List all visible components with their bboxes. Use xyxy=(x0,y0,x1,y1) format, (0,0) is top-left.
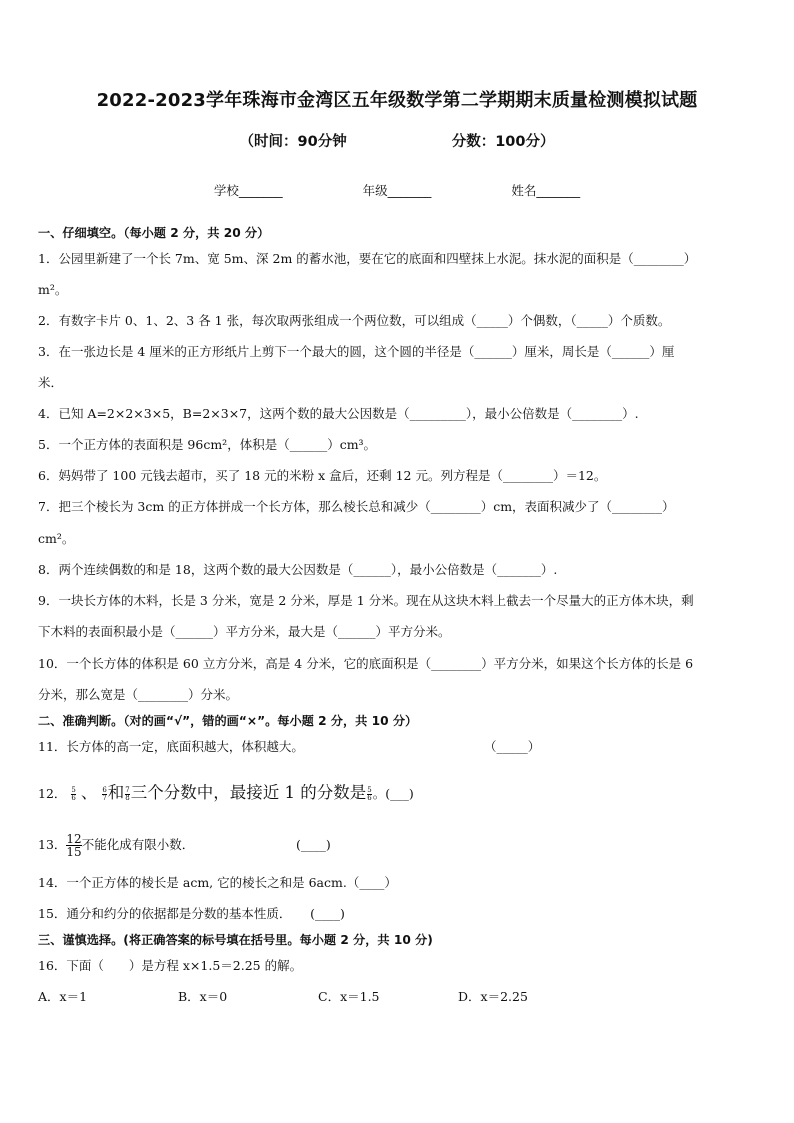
question-7: 7．把三个棱长为 3cm 的正方体拼成一个长方体，那么棱长总和减少（________）cm，表面积减少了（________） xyxy=(38,499,675,514)
page-title: 2022-2023学年珠海市金湾区五年级数学第二学期期末质量检测模拟试题 xyxy=(96,90,698,111)
question-16: 16．下面（ ）是方程 x×1.5＝2.25 的解。 xyxy=(38,958,303,973)
question-10: 10．一个长方体的体积是 60 立方分米，高是 4 分米，它的底面积是（________）平方分米，如果这个长方体的长是 6 xyxy=(38,656,694,671)
question-number: 12． xyxy=(38,786,67,801)
option-b[interactable]: B．x＝0 xyxy=(178,989,228,1004)
question-14: 14．一个正方体的棱长是 acm, 它的棱长之和是 6acm.（____） xyxy=(38,875,397,890)
section-heading: 三、谨慎选择。(将正确答案的标号填在括号里。每小题 2 分，共 10 分) xyxy=(38,933,433,947)
time-label: （时间：90分钟 xyxy=(239,134,347,150)
question-11 xyxy=(38,738,758,756)
question-3: 3．在一张边长是 4 厘米的正方形纸片上剪下一个最大的圆，这个圆的半径是（______）厘米，周长是（______）厘 xyxy=(38,344,675,359)
question-9-cont: 下木料的表面积最小是（______）平方分米，最大是（______）平方分米。 xyxy=(38,624,451,639)
question-13-text: 不能化成有限小数． xyxy=(81,837,195,852)
question-number: 13． xyxy=(38,837,67,852)
fraction: $\frac{5}{6}$ xyxy=(71,786,76,802)
question-3-cont: 米． xyxy=(38,375,64,390)
question-13 xyxy=(38,828,758,862)
question-9: 9．一块长方体的木料，长是 3 分米，宽是 2 分米，厚是 1 分米。现在从这块木料上截去一个尽量大的正方体木块，剩 xyxy=(38,593,694,608)
option-a[interactable]: A．x＝1 xyxy=(38,989,88,1004)
question-5: 5．一个正方体的表面积是 96cm²，体积是（______）cm³。 xyxy=(38,437,377,452)
option-c[interactable]: C．x＝1.5 xyxy=(318,989,380,1004)
score-label: 分数：100分） xyxy=(451,134,555,150)
answer-blank[interactable]: 。(___) xyxy=(372,786,414,801)
option-d[interactable]: D．x＝2.25 xyxy=(458,989,528,1004)
fraction: $\frac{12}{15}$ xyxy=(66,832,82,859)
question-10-cont: 分米，那么宽是（________）分米。 xyxy=(38,687,239,702)
answer-blank[interactable]: (____) xyxy=(296,837,331,852)
question-1-cont: m²。 xyxy=(38,282,68,297)
question-12: 12． $\frac{5}{6}$ 、 $\frac{6}{7}$ 和 $\frac{7}{8}$ 三个分数中，最接近 1 的分数是 $\frac{5}{6}$ 。(___) xyxy=(38,783,414,802)
question-16-options xyxy=(38,988,758,1006)
name-field[interactable]: 姓名_______ xyxy=(511,183,581,198)
school-field[interactable]: 学校_______ xyxy=(213,183,283,198)
student-info xyxy=(0,181,794,199)
section-heading: 二、准确判断。（对的画“√”，错的画“×”。每小题 2 分，共 10 分） xyxy=(38,714,418,728)
question-8: 8．两个连续偶数的和是 18，这两个数的最大公因数是（______），最小公倍数是（_______）. xyxy=(38,562,558,577)
question-4: 4．已知 A=2×2×3×5，B=2×3×7，这两个数的最大公因数是（_________），最小公倍数是（________）. xyxy=(38,406,639,421)
exam-meta xyxy=(0,130,794,151)
question-1: 1．公园里新建了一个长 7m、宽 5m、深 2m 的蓄水池，要在它的底面和四壁抹上水泥。抹水泥的面积是（________） xyxy=(38,251,697,266)
question-2: 2．有数字卡片 0、1、2、3 各 1 张，每次取两张组成一个两位数，可以组成（_____）个偶数，（_____）个质数。 xyxy=(38,313,671,328)
question-12-text: 三个分数中，最接近 1 的分数是 xyxy=(130,783,367,802)
question-7-cont: cm²。 xyxy=(38,531,75,546)
answer-blank[interactable]: （_____） xyxy=(484,739,541,754)
fraction: $\frac{7}{8}$ xyxy=(125,786,130,802)
fraction: $\frac{5}{6}$ xyxy=(367,786,372,802)
question-15: 15．通分和约分的依据都是分数的基本性质． (____) xyxy=(38,906,345,921)
section-heading: 一、仔细填空。（每小题 2 分，共 20 分） xyxy=(38,226,270,240)
question-11-text: 11．长方体的高一定，底面积越大，体积越大。 xyxy=(38,739,304,754)
fraction: $\frac{6}{7}$ xyxy=(102,786,107,802)
question-6: 6．妈妈带了 100 元钱去超市，买了 18 元的米粉 x 盒后，还剩 12 元。列方程是（________）＝12。 xyxy=(38,468,607,483)
grade-field[interactable]: 年级_______ xyxy=(362,183,432,198)
